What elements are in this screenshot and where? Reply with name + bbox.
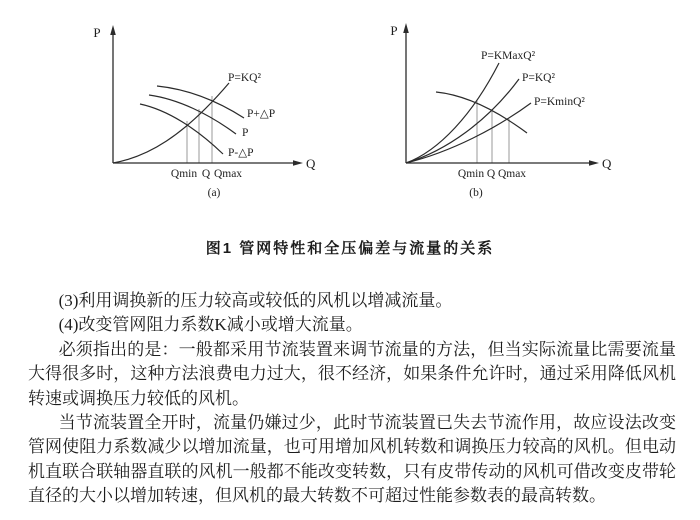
panel-b-network-kmin-label: P=KminQ² bbox=[534, 96, 585, 108]
panel-a bbox=[93, 25, 316, 199]
panel-a-y-axis-arrow-icon bbox=[110, 25, 116, 35]
panel-a-x-axis-label: Q bbox=[306, 156, 316, 171]
panel-a-x-axis-arrow-icon bbox=[293, 160, 303, 166]
panel-b-fan-curve bbox=[436, 92, 527, 133]
panel-a-tick-qmin: Qmin bbox=[170, 168, 198, 180]
panel-a-tick-qmax: Qmax bbox=[213, 168, 243, 180]
panel-b-tick-qmax: Qmax bbox=[497, 168, 527, 180]
panel-a-fan-curve-minus bbox=[140, 104, 223, 154]
panel-b-network-k-label: P=KQ² bbox=[522, 72, 555, 84]
panel-b-x-axis-label: Q bbox=[602, 156, 612, 171]
panel-b-tick-q: Q bbox=[486, 168, 496, 180]
panel-a-y-axis-label: P bbox=[93, 25, 101, 40]
panel-a-network-curve-label: P=KQ² bbox=[228, 72, 261, 84]
panel-b-tick-qmin: Qmin bbox=[457, 168, 485, 180]
paragraph-item-4: (4)改变管网阻力系数K减小或增大流量。 bbox=[58, 315, 363, 335]
figure-caption: 图1 管网特性和全压偏差与流量的关系 bbox=[205, 240, 495, 257]
figure-plots bbox=[0, 0, 700, 212]
body-text bbox=[28, 289, 676, 509]
paragraph-throttle-fully-open: 当节流装置全开时，流量仍嫌过少，此时节流装置已失去节流作用，故应设法改变管网使阻力系数减少以增加流量，也可用增加风机转数和调换压力较高的风机。但电动机直联合联轴器直联的风机一般都不能改变转数，只有皮带传动的风机可借改变皮带轮直径的大小以增加转速，但风机的最大转数不可超过性能参数表的最高转数。 bbox=[28, 413, 676, 506]
panel-a-fan-minus-label: P-△P bbox=[228, 147, 254, 159]
paragraph-note-throttling: 必须指出的是：一般都采用节流装置来调节流量的方法，但当实际流量比需要流量大得很多时，这种方法浪费电力过大，很不经济，如果条件允许时，通过采用降低风机转速或调换压力较低的风机。 bbox=[28, 339, 676, 408]
panel-a-fan-nominal-label: P bbox=[242, 127, 249, 139]
panel-b-y-axis-label: P bbox=[390, 23, 398, 38]
panel-b-x-axis-arrow-icon bbox=[589, 160, 599, 166]
panel-b-y-axis-arrow-icon bbox=[403, 23, 409, 33]
paragraph-item-3: (3)利用调换新的压力较高或较低的风机以增减流量。 bbox=[58, 291, 453, 310]
panel-b-network-kmax-label: P=KMaxQ² bbox=[481, 50, 536, 62]
panel-a-tick-q: Q bbox=[201, 168, 211, 180]
panel-a-fan-plus-label: P+△P bbox=[247, 108, 276, 120]
panel-b bbox=[390, 23, 612, 199]
panel-b-network-curve-k bbox=[406, 79, 519, 163]
panel-b-label: (b) bbox=[469, 187, 483, 199]
panel-a-label: (a) bbox=[207, 187, 221, 199]
